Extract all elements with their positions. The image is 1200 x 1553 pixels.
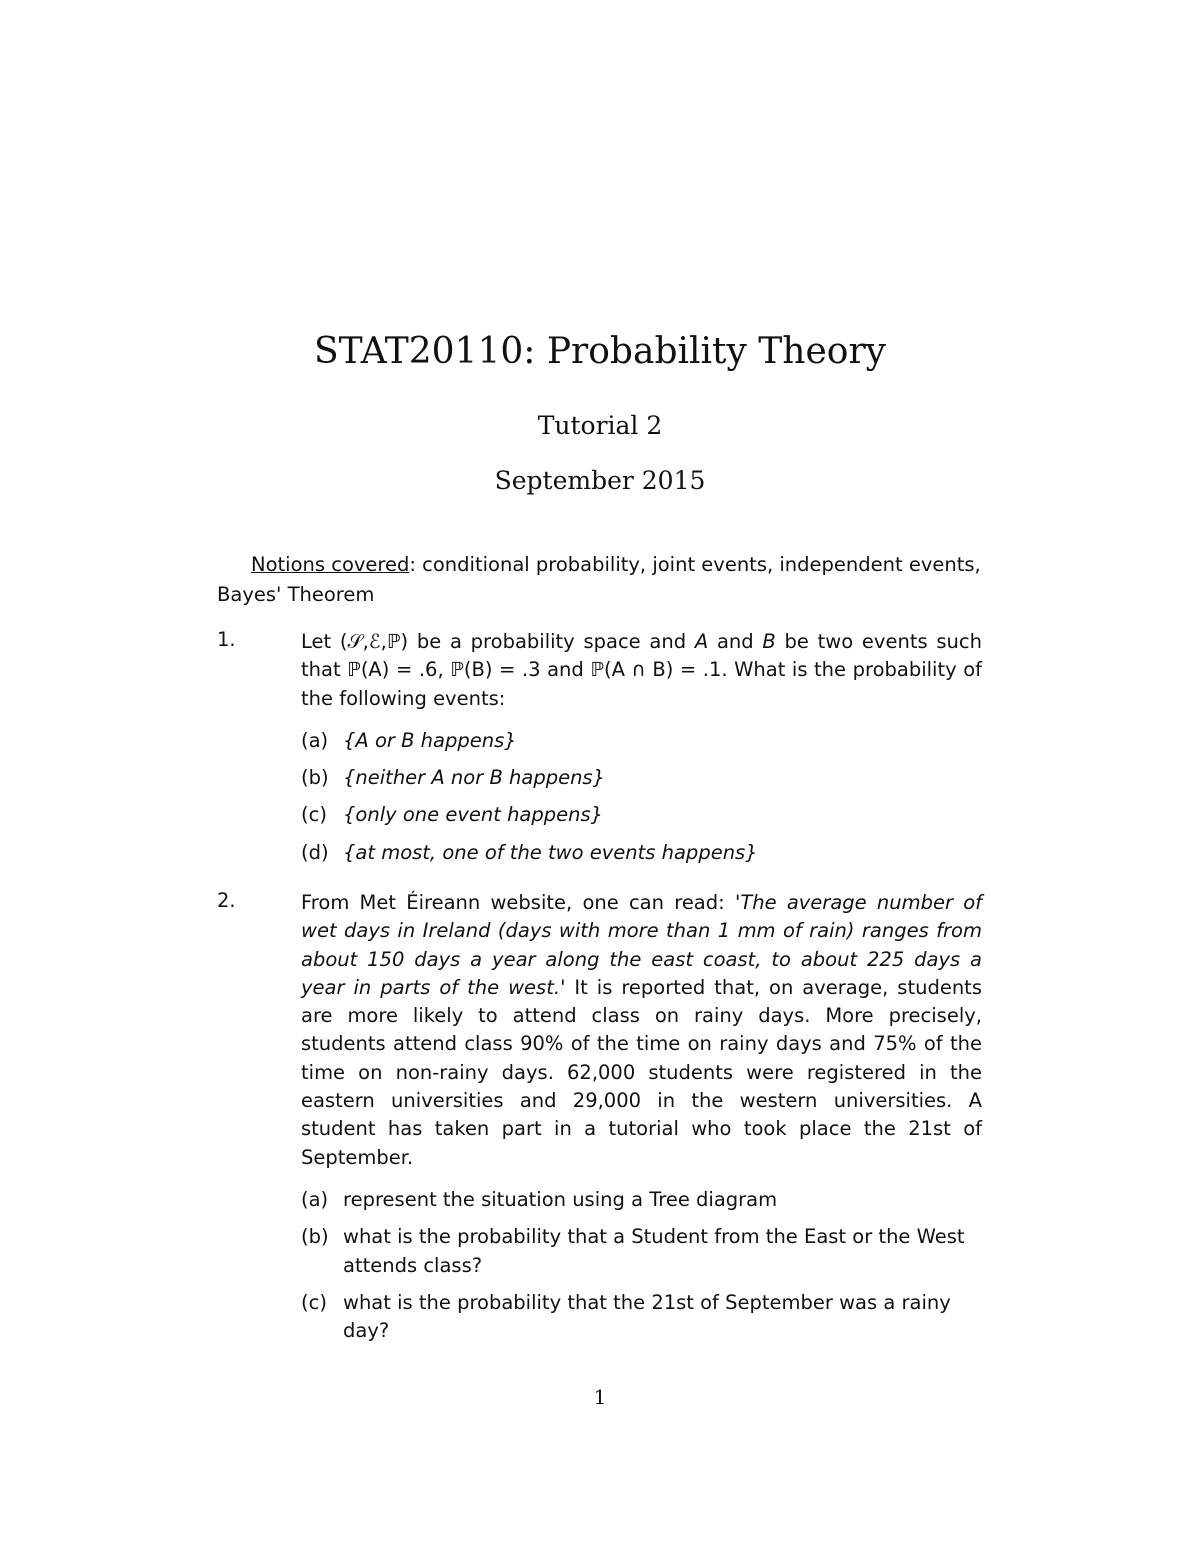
problem-text bbox=[301, 628, 982, 713]
subquestion bbox=[301, 764, 982, 792]
problem-text bbox=[301, 889, 982, 1172]
subquestion bbox=[301, 839, 982, 867]
subquestion-label: (c) bbox=[301, 803, 327, 827]
subquestion-label: (c) bbox=[301, 1290, 327, 1314]
problem-text-part: From Met Éireann website, one can read: ' bbox=[301, 891, 741, 914]
notions-covered bbox=[217, 550, 982, 610]
subquestion bbox=[301, 1223, 982, 1280]
problem-number: 2. bbox=[217, 889, 236, 912]
subquestion-label: (a) bbox=[301, 1187, 329, 1211]
document-date: September 2015 bbox=[494, 466, 706, 495]
subquestion bbox=[301, 801, 982, 829]
problem-1 bbox=[217, 628, 982, 876]
subquestion-text: {A or B happens} bbox=[343, 728, 517, 752]
subquestion-list bbox=[301, 1186, 982, 1345]
subquestion-label: (a) bbox=[301, 728, 329, 752]
subquestion-text: what is the probability that a Student from the East or the West attends class? bbox=[343, 1225, 965, 1277]
document-title: STAT20110: Probability Theory bbox=[313, 331, 886, 372]
problem-number: 1. bbox=[217, 628, 236, 651]
subquestion-label: (b) bbox=[301, 766, 329, 790]
subquestion-text: {at most, one of the two events happens} bbox=[343, 840, 758, 864]
subquestion bbox=[301, 1186, 982, 1214]
subquestion-text: represent the situation using a Tree diagram bbox=[343, 1187, 778, 1211]
problem-text-part: be two events such that ℙ(A) = .6, ℙ(B) = .3 and ℙ(A ∩ B) = .1. What is the probability of the following events: bbox=[301, 630, 982, 710]
subquestion bbox=[301, 727, 982, 755]
subquestion-list bbox=[301, 727, 982, 867]
subquestion-text: {only one event happens} bbox=[343, 803, 604, 827]
subquestion-text: what is the probability that the 21st of September was a rainy day? bbox=[343, 1290, 951, 1343]
problem-text-part: and bbox=[708, 630, 763, 653]
subquestion-label: (b) bbox=[301, 1225, 329, 1249]
problem-quote: The average number of wet days in Ireland (days with more than 1 mm of rain) ranges from about 150 days a year along the east coast, to about 225 days a year in parts of the west. bbox=[301, 891, 983, 999]
document-subtitle: Tutorial 2 bbox=[537, 411, 663, 440]
notions-text: : conditional probability, joint events, independent events, Bayes' Theorem bbox=[217, 553, 981, 606]
problem-text-part: A bbox=[694, 630, 709, 653]
subquestion-text: {neither A nor B happens} bbox=[343, 766, 606, 790]
problem-text-part: ' It is reported that, on average, students are more likely to attend class on rainy days. More precisely, students attend class 90% of the time on rainy days and 75% of the time on non-rainy days. 62,000 students were registered in the eastern universities and 29,000 in the western universities. A student has taken part in a tutorial who took place the 21st of September. bbox=[301, 975, 982, 1169]
problem-text-part: Let (𝒮,ℰ,ℙ) be a probability space and bbox=[301, 630, 695, 653]
subquestion-label: (d) bbox=[301, 840, 329, 864]
page-number: 1 bbox=[593, 1385, 607, 1409]
problem-2 bbox=[217, 889, 982, 1354]
subquestion bbox=[301, 1289, 982, 1346]
notions-label: Notions covered bbox=[251, 553, 410, 576]
problem-text-part: B bbox=[762, 630, 776, 653]
